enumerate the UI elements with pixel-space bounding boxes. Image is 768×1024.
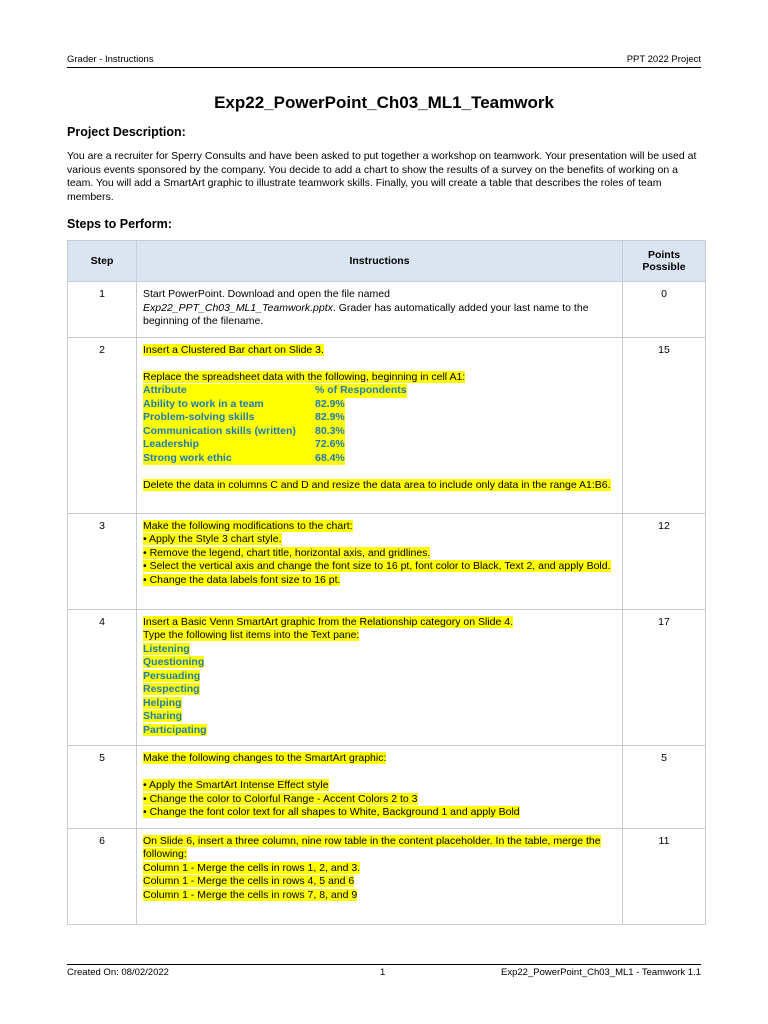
steps-table [67,240,706,925]
instruction-text: . Grader has automatically added your last name to the beginning of the filename. [143,301,589,327]
data-pair: Attribute % of Respondents [143,384,407,396]
table-row [68,828,706,924]
bullet-item: • Change the color to Colorful Range - Accent Colors 2 to 3 [143,792,418,805]
list-item: Helping [143,696,182,709]
step-number: 3 [68,513,137,609]
list-item: Listening [143,642,190,655]
column-header-instructions: Instructions [137,241,623,282]
footer-page-number: 1 [380,967,386,978]
bullet-item: • Apply the SmartArt Intense Effect style [143,779,329,791]
list-item: Persuading [143,669,201,682]
footer-document-id: Exp22_PowerPoint_Ch03_ML1 - Teamwork 1.1 [501,967,701,978]
column-header-points: Points Possible [623,241,706,282]
merge-line: Column 1 - Merge the cells in rows 4, 5 and 6 [143,875,355,887]
data-pair: Strong work ethic 68.4% [143,451,345,464]
step-instructions [137,609,623,746]
list-item: Respecting [143,683,200,695]
project-description-text: You are a recruiter for Sperry Consults and have been asked to put together a workshop on teamwork. Your presentation will be used at various events sponsored by the company. You decide to add a chart to show the results of a survey on the benefits of working on a team. You will add a SmartArt graphic to illustrate teamwork skills. Finally, you will create a table that describes the roles of team members. [67,150,697,203]
step-points: 11 [623,828,706,924]
column-header-step: Step [68,241,137,282]
step-points: 5 [623,746,706,829]
instruction-text: Make the following modifications to the chart: [143,519,353,532]
project-description-heading: Project Description: [67,125,186,139]
filename-text: Exp22_PPT_Ch03_ML1_Teamwork.pptx [143,301,333,314]
table-row [68,746,706,829]
step-number: 6 [68,828,137,924]
instruction-text: Type the following list items into the Text pane: [143,629,360,641]
bullet-item: • Change the data labels font size to 16 pt. [143,573,341,586]
step-points: 17 [623,609,706,746]
step-points: 12 [623,513,706,609]
step-number: 2 [68,337,137,513]
step-number: 1 [68,282,137,338]
list-item: Questioning [143,656,205,668]
step-instructions [137,746,623,829]
table-row [68,609,706,746]
instruction-text: Insert a Basic Venn SmartArt graphic from the Relationship category on Slide 4. [143,615,514,628]
merge-line: Column 1 - Merge the cells in rows 1, 2, and 3. [143,861,361,874]
data-pair: Leadership 72.6% [143,438,345,450]
steps-heading: Steps to Perform: [67,217,172,231]
instruction-text: Insert a Clustered Bar chart on Slide 3. [143,343,324,356]
footer-created-on: Created On: 08/02/2022 [67,967,169,978]
list-item: Sharing [143,710,183,722]
step-number: 4 [68,609,137,746]
instruction-text: Delete the data in columns C and D and resize the data area to include only data in the range A1:B6. [143,478,611,491]
merge-line: Column 1 - Merge the cells in rows 7, 8, and 9 [143,888,358,901]
bullet-item: • Apply the Style 3 chart style. [143,533,282,545]
instruction-text: Replace the spreadsheet data with the following, beginning in cell A1: [143,370,466,383]
step-instructions [137,828,623,924]
bullet-item: • Change the font color text for all shapes to White, Background 1 and apply Bold [143,806,520,818]
table-row [68,513,706,609]
step-number: 5 [68,746,137,829]
instruction-text: Make the following changes to the SmartArt graphic: [143,752,387,764]
step-points: 0 [623,282,706,338]
table-row [68,282,706,338]
step-instructions [137,282,623,338]
data-pair: Problem-solving skills 82.9% [143,411,345,423]
step-instructions [137,513,623,609]
step-instructions [137,337,623,513]
page-header [67,54,701,68]
instruction-text: On Slide 6, insert a three column, nine row table in the content placeholder. In the table, merge the following: [143,834,601,860]
bullet-item: • Remove the legend, chart title, horizontal axis, and gridlines. [143,546,431,559]
table-row [68,337,706,513]
list-item: Participating [143,723,207,736]
page-footer [67,964,701,979]
data-pair: Communication skills (written) 80.3% [143,424,345,437]
header-right: PPT 2022 Project [626,54,701,65]
step-points: 15 [623,337,706,513]
table-header-row [68,241,706,282]
instruction-text: Start PowerPoint. Download and open the file named [143,288,390,300]
bullet-item: • Select the vertical axis and change the font size to 16 pt, font color to Black, Text 2, and apply Bold. [143,560,611,572]
document-title: Exp22_PowerPoint_Ch03_ML1_Teamwork [214,93,554,112]
header-left: Grader - Instructions [67,54,154,65]
data-pair: Ability to work in a team 82.9% [143,397,345,410]
